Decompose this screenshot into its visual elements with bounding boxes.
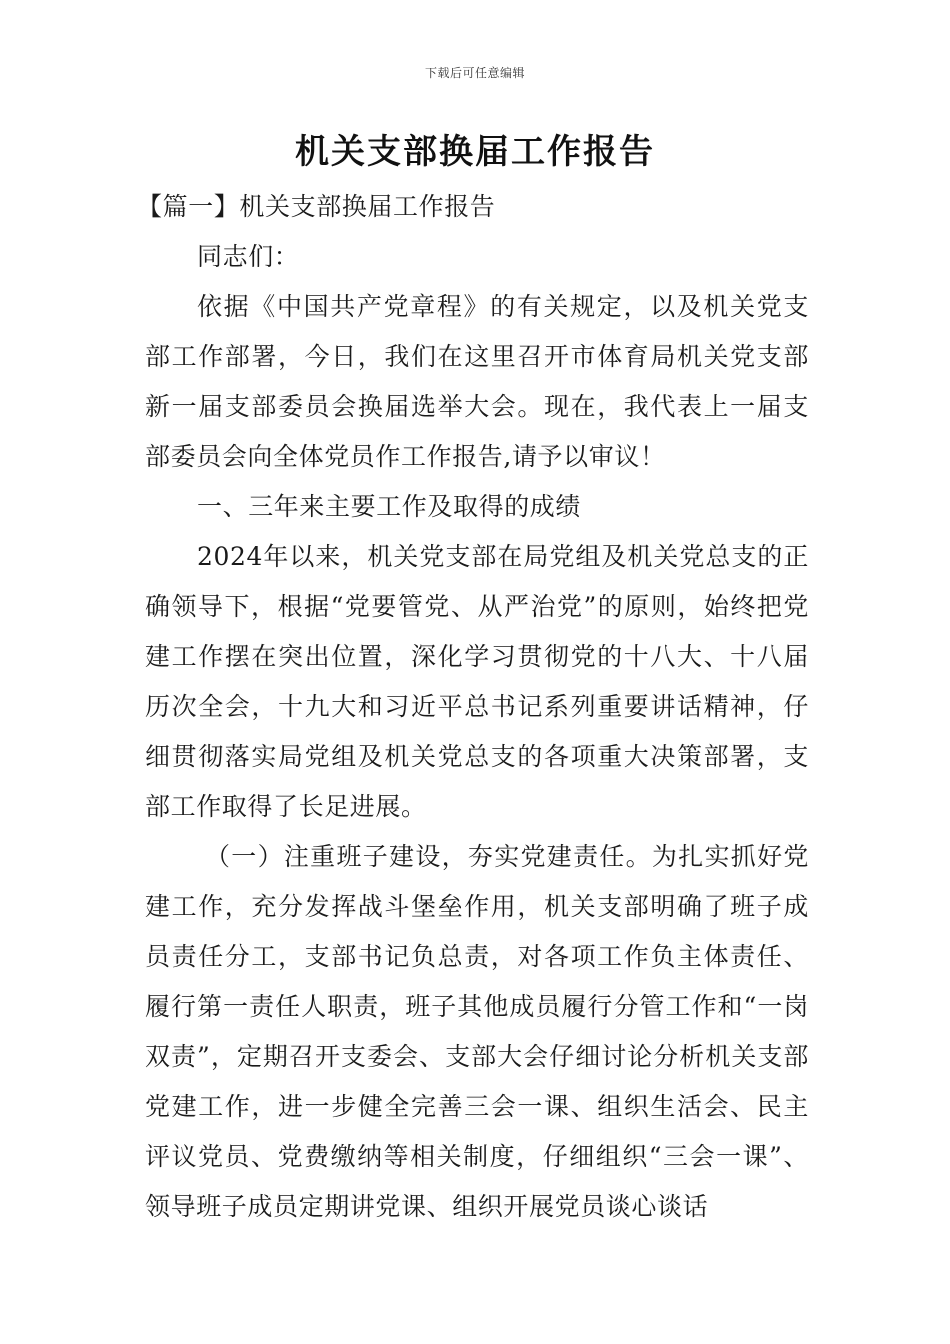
achievements-paragraph: 2024年以来，机关党支部在局党组及机关党总支的正确领导下，根据“党要管党、从严治党”的原则，始终把党建工作摆在突出位置，深化学习贯彻党的十八大、十八届历次全会，十九大和习近平总书记系列重要讲话精神，仔细贯彻落实局党组及机关党总支的各项重大决策部署，支部工作取得了长足进展。 bbox=[145, 542, 809, 821]
intro-paragraph: 依据《中国共产党章程》的有关规定，以及机关党支部工作部署，今日，我们在这里召开市体育局机关党支部新一届支部委员会换届选举大会。现在，我代表上一届支部委员会向全体党员作工作报告,请予以审议！ bbox=[145, 292, 809, 471]
greeting-paragraph: 同志们： bbox=[197, 242, 300, 271]
document-body bbox=[137, 182, 809, 1232]
team-building-paragraph: （一）注重班子建设，夯实党建责任。为扎实抓好党建工作，充分发挥战斗堡垒作用，机关支部明确了班子成员责任分工，支部书记负总责，对各项工作负主体责任、履行第一责任人职责，班子其他成员履行分管工作和“一岗双责”，定期召开支委会、支部大会仔细讨论分析机关支部党建工作，进一步健全完善三会一课、组织生活会、民主评议党员、党费缴纳等相关制度，仔细组织“三会一课”、领导班子成员定期讲党课、组织开展党员谈心谈话 bbox=[145, 842, 809, 1221]
document-title: 机关支部换届工作报告 bbox=[295, 132, 655, 172]
section-label: 【篇一】机关支部换届工作报告 bbox=[137, 192, 496, 221]
header-note: 下载后可任意编辑 bbox=[424, 66, 525, 80]
section-heading-one: 一、三年来主要工作及取得的成绩 bbox=[197, 492, 582, 521]
